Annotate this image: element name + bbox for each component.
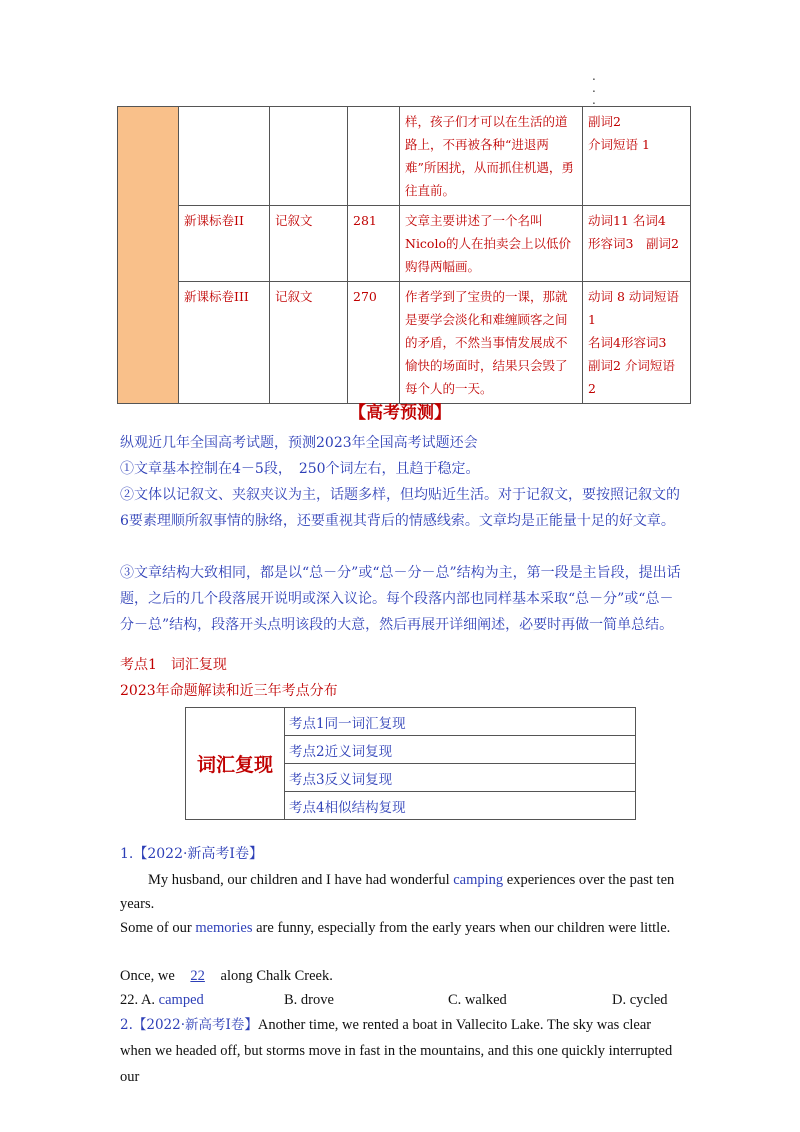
kaodian-subheading: 2023年命题解读和近三年考点分布	[120, 683, 338, 699]
counts-cell: 动词 8 动词短语 1 名词4形容词3 副词2 介词短语 2	[583, 282, 691, 404]
question-2: 2.【2022·新高考I卷】Another time, we rented a boat in Vallecito Lake. The sky was clear when we headed off, but storms move in fast in the mountains, and this one quickly interrupted our	[120, 1017, 673, 1085]
summary-cell: 作者学到了宝贵的一课，那就是要学会淡化和难缠顾客之间的矛盾，不然当事情发展成不愉快的场面时，结果只会毁了每个人的一天。	[400, 282, 583, 404]
highlight-word: camping	[453, 872, 504, 888]
table-row	[186, 708, 636, 736]
words-cell: 281	[348, 206, 400, 282]
genre-cell	[270, 107, 348, 206]
table-side-cell	[118, 107, 179, 404]
table-row	[118, 282, 691, 404]
paper-cell: 新课标卷III	[179, 282, 270, 404]
genre-cell: 记叙文	[270, 206, 348, 282]
option-c[interactable]: C. walked	[448, 992, 507, 1008]
dots-decoration: . . .	[592, 69, 596, 107]
kaodian-category: 词汇复现	[186, 708, 285, 820]
table-row	[118, 107, 691, 206]
kaodian-heading: 考点1 词汇复现	[120, 657, 227, 673]
highlight-word: memories	[195, 920, 253, 936]
counts-cell: 动词11 名词4 形容词3 副词2	[583, 206, 691, 282]
genre-cell: 记叙文	[270, 282, 348, 404]
option-a[interactable]: 22. A. camped	[120, 992, 204, 1008]
question-2-label: 2.【2022·新高考I卷】	[120, 1017, 258, 1033]
counts-cell: 副词2 介词短语 1	[583, 107, 691, 206]
kaodian-item: 考点4相似结构复现	[285, 792, 636, 820]
answer-blank: 22	[190, 968, 205, 984]
section-title: 【高考预测】	[349, 403, 451, 423]
kaodian-item: 考点2近义词复现	[285, 736, 636, 764]
prediction-point-2: ②文体以记叙文、夹叙夹议为主，话题多样，但均贴近生活。对于记叙文，要按照记叙文的6要素理顺所叙事情的脉络，还要重视其背后的情感线索。文章均是正能量十足的好文章。	[120, 487, 680, 529]
paper-cell: 新课标卷II	[179, 206, 270, 282]
kaodian-item: 考点3反义词复现	[285, 764, 636, 792]
exam-table	[117, 106, 691, 404]
words-cell: 270	[348, 282, 400, 404]
option-d[interactable]: D. cycled	[612, 992, 668, 1008]
paper-cell	[179, 107, 270, 206]
prediction-intro: 纵观近几年全国高考试题，预测2023年全国高考试题还会	[120, 435, 478, 451]
option-b[interactable]: B. drove	[284, 992, 334, 1008]
table-row	[118, 206, 691, 282]
question-1-line-1: My husband, our children and I have had wonderful camping experiences over the past ten years.	[120, 872, 675, 912]
summary-cell: 样，孩子们才可以在生活的道路上，不再被各种“进退两难”所困扰，从而抓住机遇，勇往直前。	[400, 107, 583, 206]
kaodian-table	[185, 707, 636, 820]
summary-cell: 文章主要讲述了一个名叫Nicolo的人在拍卖会上以低价购得两幅画。	[400, 206, 583, 282]
words-cell	[348, 107, 400, 206]
question-1-line-3: Once, we 22 along Chalk Creek.	[120, 968, 333, 984]
kaodian-item: 考点1同一词汇复现	[285, 708, 636, 736]
question-1-label: 1.【2022·新高考I卷】	[120, 846, 263, 862]
prediction-point-1: ①文章基本控制在4－5段， 250个词左右，且趋于稳定。	[120, 461, 480, 477]
prediction-point-3: ③文章结构大致相同，都是以“总－分”或“总－分－总”结构为主，第一段是主旨段，提出话题，之后的几个段落展开说明或深入议论。每个段落内部也同样基本采取“总－分”或“总－分－总”结构，段落开头点明该段的大意，然后再展开详细阐述，必要时再做一简单总结。	[120, 565, 681, 633]
question-1-line-2: Some of our memories are funny, especially from the early years when our children were little.	[120, 920, 671, 936]
